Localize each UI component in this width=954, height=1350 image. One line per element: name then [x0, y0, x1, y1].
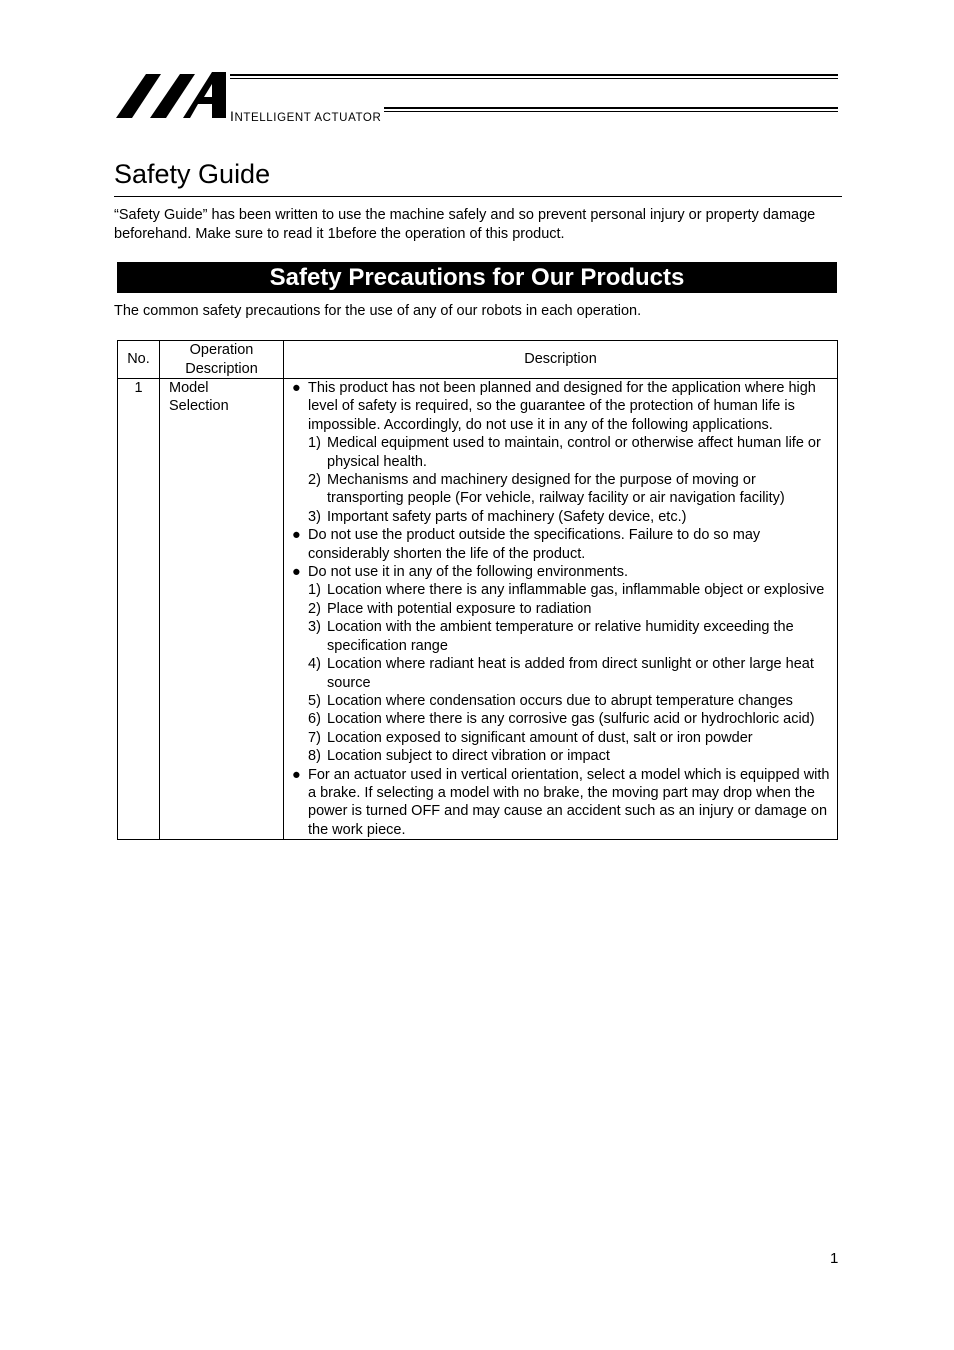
sub-item-number: 8)	[308, 748, 321, 765]
sub-item-number: 4)	[308, 656, 321, 673]
sub-item	[292, 710, 831, 728]
bullet-dot: ●	[292, 766, 301, 783]
row-operation-line2: Selection	[169, 398, 229, 415]
header-operation-line1: Operation	[189, 342, 254, 358]
sub-item	[292, 581, 831, 599]
bullet-item	[292, 526, 831, 563]
bullet-text: Do not use it in any of the following environments.	[308, 564, 628, 581]
row-operation	[160, 379, 284, 840]
sub-item	[292, 692, 831, 710]
sub-item-number: 1)	[308, 582, 321, 599]
sub-item-number: 3)	[308, 619, 321, 636]
precautions-table	[117, 340, 838, 840]
header-rule	[230, 78, 838, 79]
header-operation-line2: Description	[185, 360, 258, 377]
header-description: Description	[284, 341, 838, 379]
sub-item-number: 2)	[308, 600, 321, 617]
brand-rest: NTELLIGENT ACTUATOR	[234, 112, 382, 124]
intro-paragraph: “Safety Guide” has been written to use the machine safely and so prevent personal injury or property damage beforehand. Make sure to read it 1before the operation of this product.	[114, 207, 816, 242]
row-description	[284, 379, 838, 840]
table-row	[118, 379, 838, 840]
brand-name	[230, 108, 381, 124]
sub-item-number: 1)	[308, 435, 321, 452]
sub-item	[292, 508, 831, 526]
header-rule	[230, 74, 838, 76]
bullet-text: This product has not been planned and designed for the application where high level of safety is required, so the guarantee of the protection of human life is impossible. Accordingly, do not use it in any of the following applications.	[308, 380, 816, 433]
iai-logo	[116, 70, 228, 120]
header-rule	[384, 107, 838, 109]
header-no: No.	[118, 341, 160, 379]
brand-initial: I	[230, 108, 235, 124]
sub-item-number: 5)	[308, 692, 321, 709]
page-title: Safety Guide	[114, 159, 271, 189]
sub-item-text: Place with potential exposure to radiation	[327, 600, 592, 617]
sub-item-text: Location where there is any corrosive gas (sulfuric acid or hydrochloric acid)	[327, 711, 815, 728]
sub-item	[292, 471, 831, 508]
sub-item-text: Location where condensation occurs due to abrupt temperature changes	[327, 692, 793, 709]
header-rule	[384, 111, 838, 112]
common-precautions-text: The common safety precautions for the use of any of our robots in each operation.	[114, 303, 642, 319]
page-number: 1	[830, 1250, 839, 1267]
section-banner: Safety Precautions for Our Products	[117, 262, 837, 293]
bullet-dot: ●	[292, 380, 301, 396]
sub-item-text: Location exposed to significant amount of dust, salt or iron powder	[327, 729, 753, 746]
sub-item-text: Location subject to direct vibration or impact	[327, 748, 610, 765]
sub-item-text: Mechanisms and machinery designed for the purpose of moving or transporting people (For vehicle, railway facility or air navigation facility)	[327, 472, 785, 507]
sub-item-text: Location where there is any inflammable gas, inflammable object or explosive	[327, 582, 825, 599]
bullet-text: Do not use the product outside the specifications. Failure to do so may considerably shorten the life of the product.	[308, 527, 761, 562]
sub-item	[292, 600, 831, 618]
title-divider	[114, 196, 842, 197]
bullet-item	[292, 563, 831, 581]
row-number: 1	[118, 379, 160, 840]
bullet-item	[292, 766, 831, 840]
sub-item-text: Location where radiant heat is added from direct sunlight or other large heat source	[327, 656, 814, 691]
sub-item-number: 6)	[308, 711, 321, 728]
sub-item-number: 3)	[308, 508, 321, 525]
table-header-row	[118, 341, 838, 379]
page-header	[116, 70, 840, 125]
row-operation-line1: Model	[169, 380, 209, 396]
sub-item-text: Location with the ambient temperature or relative humidity exceeding the specification range	[327, 619, 794, 654]
sub-item	[292, 729, 831, 747]
sub-item	[292, 747, 831, 765]
bullet-text: For an actuator used in vertical orientation, select a model which is equipped with a brake. If selecting a model with no brake, the moving part may drop when the power is turned OFF and may cause an accident such as an injury or damage on the work piece.	[308, 766, 830, 838]
bullet-item	[292, 379, 831, 434]
bullet-dot: ●	[292, 564, 301, 581]
sub-item-text: Important safety parts of machinery (Safety device, etc.)	[327, 508, 687, 525]
sub-item	[292, 434, 831, 471]
sub-item-number: 2)	[308, 472, 321, 489]
sub-item	[292, 618, 831, 655]
sub-item	[292, 655, 831, 692]
header-operation	[160, 341, 284, 379]
sub-item-text: Medical equipment used to maintain, control or otherwise affect human life or physical health.	[327, 435, 821, 470]
bullet-dot: ●	[292, 527, 301, 544]
sub-item-number: 7)	[308, 729, 321, 746]
